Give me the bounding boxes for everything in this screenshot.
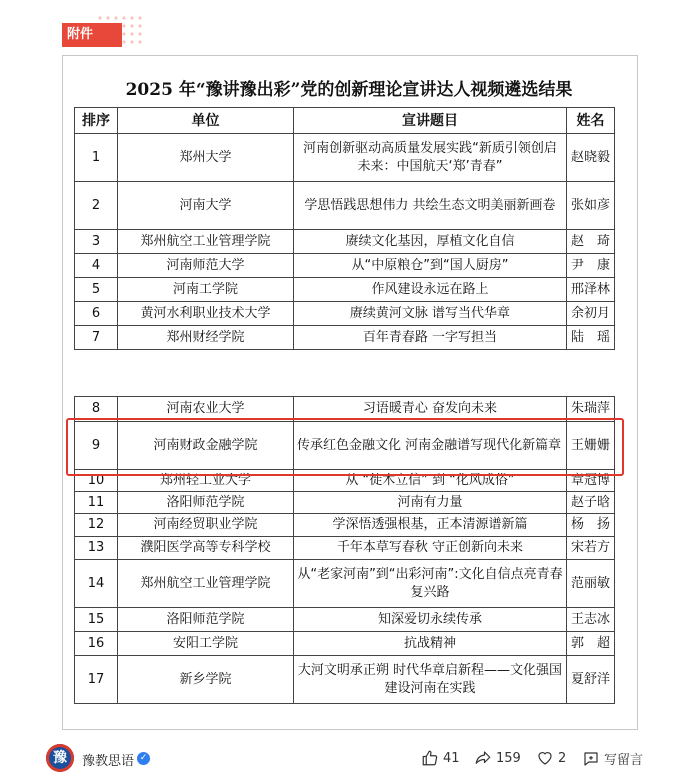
table-header-row (75, 108, 615, 134)
row-name: 郭 超 (567, 632, 615, 656)
row-no: 9 (75, 422, 118, 470)
row-no: 16 (75, 632, 118, 656)
account-avatar[interactable]: 豫 (46, 744, 74, 772)
row-name: 赵 琦 (567, 230, 615, 254)
table-row (75, 278, 615, 302)
favorite-count: 2 (558, 750, 567, 766)
row-no: 2 (75, 182, 118, 230)
page-title: 2025 年“豫讲豫出彩”党的创新理论宣讲达人视频遴选结果 (125, 80, 573, 100)
results-table-bottom (74, 396, 615, 704)
row-unit: 河南大学 (118, 182, 294, 230)
row-topic: 知深爱切永续传承 (294, 608, 567, 632)
header-topic: 宣讲题目 (294, 108, 567, 134)
account-name[interactable]: 豫教思语 (82, 754, 135, 769)
row-unit: 郑州航空工业管理学院 (118, 560, 294, 608)
row-unit: 河南农业大学 (118, 397, 294, 422)
attachment-tag: 附件 (62, 23, 122, 47)
row-unit: 郑州大学 (118, 134, 294, 182)
table-row (75, 134, 615, 182)
table-row (75, 492, 615, 514)
row-name: 宋若方 (567, 537, 615, 560)
share-button[interactable] (474, 749, 521, 767)
row-no: 5 (75, 278, 118, 302)
row-unit: 洛阳师范学院 (118, 608, 294, 632)
row-topic: 学深悟透强根基，正本清源谱新篇 (294, 514, 567, 537)
table-row (75, 514, 615, 537)
row-unit: 黄河水利职业技术大学 (118, 302, 294, 326)
table-row (75, 632, 615, 656)
row-name: 夏舒洋 (567, 656, 615, 704)
row-name: 余初月 (567, 302, 615, 326)
row-no: 3 (75, 230, 118, 254)
row-name: 范丽敏 (567, 560, 615, 608)
row-no: 14 (75, 560, 118, 608)
share-count: 159 (496, 750, 521, 766)
table-row (75, 470, 615, 492)
row-unit: 安阳工学院 (118, 632, 294, 656)
row-topic: 河南有力量 (294, 492, 567, 514)
table-row (75, 230, 615, 254)
row-unit: 河南师范大学 (118, 254, 294, 278)
row-unit: 新乡学院 (118, 656, 294, 704)
post-footer-bar (0, 735, 698, 782)
verified-badge-icon: ✓ (137, 752, 150, 765)
thumbs-up-icon (421, 749, 439, 767)
row-no: 17 (75, 656, 118, 704)
row-name: 章冠博 (567, 470, 615, 492)
like-button[interactable] (421, 749, 460, 767)
row-topic: 河南创新驱动高质量发展实践“新质引领创启未来：中国航天‘郑’青春” (294, 134, 567, 182)
header-unit: 单位 (118, 108, 294, 134)
table-row (75, 326, 615, 350)
row-unit: 河南工学院 (118, 278, 294, 302)
row-topic: 从“老家河南”到“出彩河南”:文化自信点亮青春复兴路 (294, 560, 567, 608)
row-topic: 百年青春路 一字写担当 (294, 326, 567, 350)
row-no: 10 (75, 470, 118, 492)
row-topic: 习语暖青心 奋发向未来 (294, 397, 567, 422)
table-row (75, 254, 615, 278)
like-count: 41 (443, 750, 460, 766)
row-topic: 千年本草写春秋 守正创新向未来 (294, 537, 567, 560)
row-topic: 从 “徙木立信” 到 “化风成俗” (294, 470, 567, 492)
row-unit: 洛阳师范学院 (118, 492, 294, 514)
table-row (75, 182, 615, 230)
row-unit: 郑州财经学院 (118, 326, 294, 350)
results-table-top (74, 107, 615, 350)
favorite-button[interactable] (536, 749, 566, 767)
comment-icon (582, 750, 600, 768)
row-name: 陆 瑶 (567, 326, 615, 350)
header-name: 姓名 (567, 108, 615, 134)
row-no: 1 (75, 134, 118, 182)
row-name: 张如彦 (567, 182, 615, 230)
row-unit: 河南财政金融学院 (118, 422, 294, 470)
row-topic: 传承红色金融文化 河南金融谱写现代化新篇章 (294, 422, 567, 470)
table-row (75, 302, 615, 326)
row-topic: 学思悟践思想伟力 共绘生态文明美丽新画卷 (294, 182, 567, 230)
table-row (75, 397, 615, 422)
row-topic: 抗战精神 (294, 632, 567, 656)
row-no: 15 (75, 608, 118, 632)
row-name: 王姗姗 (567, 422, 615, 470)
row-topic: 赓续黄河文脉 谱写当代华章 (294, 302, 567, 326)
row-no: 8 (75, 397, 118, 422)
row-topic: 从“中原粮仓”到“国人厨房” (294, 254, 567, 278)
table-row (75, 656, 615, 704)
table-row (75, 537, 615, 560)
table-row-highlighted (75, 422, 615, 470)
row-topic: 作风建设永远在路上 (294, 278, 567, 302)
table-row (75, 608, 615, 632)
row-no: 12 (75, 514, 118, 537)
row-topic: 大河文明承正朔 时代华章启新程——文化强国建设河南在实践 (294, 656, 567, 704)
header-rank: 排序 (75, 108, 118, 134)
row-name: 邢泽林 (567, 278, 615, 302)
row-unit: 郑州航空工业管理学院 (118, 230, 294, 254)
row-topic: 赓续文化基因，厚植文化自信 (294, 230, 567, 254)
row-name: 赵子晗 (567, 492, 615, 514)
share-icon (474, 749, 492, 767)
comment-label: 写留言 (604, 753, 644, 768)
row-unit: 河南经贸职业学院 (118, 514, 294, 537)
row-name: 尹 康 (567, 254, 615, 278)
row-name: 王志冰 (567, 608, 615, 632)
row-no: 13 (75, 537, 118, 560)
row-no: 7 (75, 326, 118, 350)
row-name: 赵晓毅 (567, 134, 615, 182)
row-unit: 郑州轻工业大学 (118, 470, 294, 492)
row-name: 杨 扬 (567, 514, 615, 537)
row-no: 11 (75, 492, 118, 514)
row-unit: 濮阳医学高等专科学校 (118, 537, 294, 560)
heart-icon (536, 749, 554, 767)
row-no: 6 (75, 302, 118, 326)
row-name: 朱瑞萍 (567, 397, 615, 422)
table-row (75, 560, 615, 608)
comment-button[interactable] (582, 749, 643, 768)
row-no: 4 (75, 254, 118, 278)
